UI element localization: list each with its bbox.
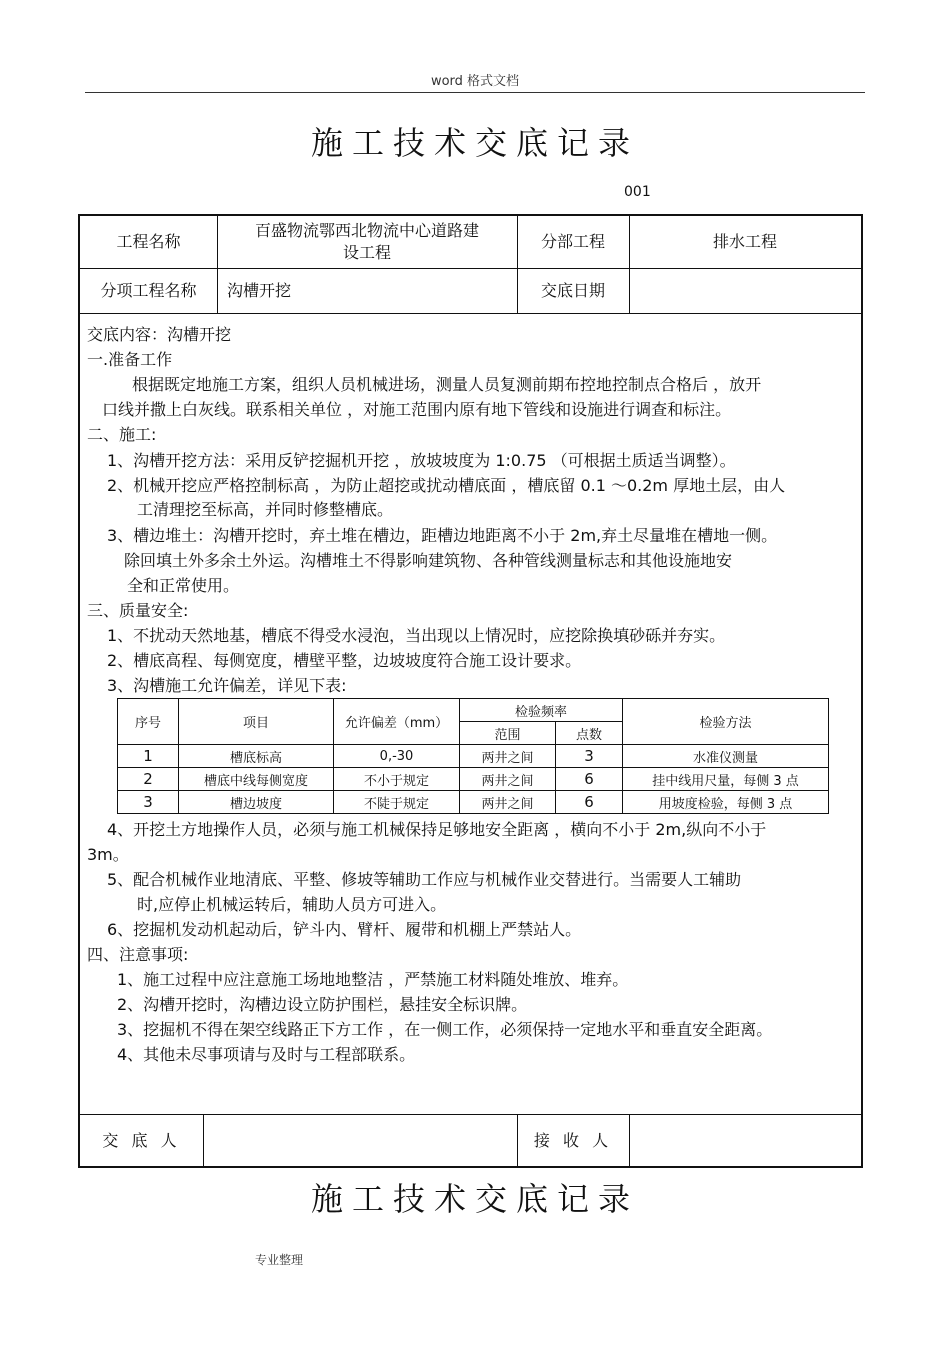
table-cell: 槽边坡度 (179, 791, 334, 814)
page-header: word 格式文档 (430, 74, 520, 89)
table-cell: 两井之间 (460, 768, 556, 791)
list-item: 4、开挖土方地操作人员，必须与施工机械保持足够地安全距离 ，横向不小于 2m,纵向不小于 (107, 820, 767, 839)
subitem-value: 沟槽开挖 (227, 280, 292, 300)
receiver-signature (629, 1114, 861, 1168)
table-cell: 两井之间 (460, 745, 556, 768)
project-name-value (217, 216, 517, 268)
table-cell: 6 (556, 791, 623, 814)
list-item: 2、机械开挖应严格控制标高 ，为防止超挖或扰动槽底面 ，槽底留 0.1 ～0.2m 厚地土层，由人 (107, 476, 786, 495)
list-item: 1、沟槽开挖方法：采用反铲挖掘机开挖 ，放坡坡度为 1:0.75 （可根据土质适当调整）。 (107, 451, 736, 470)
table-header: 检验方法 (623, 699, 829, 745)
table-row (118, 745, 829, 768)
table-row (118, 791, 829, 814)
table-cell: 槽底中线每侧宽度 (179, 768, 334, 791)
presenter-label: 交 底 人 (102, 1131, 181, 1150)
date-label: 交底日期 (540, 280, 605, 300)
presenter-signature (203, 1114, 517, 1168)
section-3-title: 三、质量安全: (87, 601, 189, 620)
list-item: 3、挖掘机不得在架空线路正下方工作 ，在一侧工作，必须保持一定地水平和垂直安全距离。 (117, 1020, 773, 1039)
table-header: 检验频率 (460, 699, 623, 722)
division-label: 分部工程 (540, 232, 605, 251)
list-item: 工清理挖至标高，并同时修整槽底。 (137, 500, 394, 519)
page-title: 施工技术交底记录 (310, 124, 639, 162)
list-item: 1、施工过程中应注意施工场地地整洁 ，严禁施工材料随处堆放、堆弃。 (117, 970, 629, 989)
table-cell: 6 (556, 768, 623, 791)
table-cell: 不小于规定 (334, 768, 460, 791)
table-cell: 3 (556, 745, 623, 768)
division-value: 排水工程 (712, 232, 777, 251)
table-row (118, 768, 829, 791)
list-item: 除回填土外多余土外运。沟槽堆土不得影响建筑物、各种管线测量标志和其他设施地安 (124, 551, 733, 570)
date-value (629, 268, 861, 313)
list-item: 3、沟槽施工允许偏差，详见下表: (107, 676, 347, 695)
list-item: 全和正常使用。 (127, 576, 240, 595)
section-4-title: 四、注意事项: (87, 945, 189, 964)
list-item: 3m。 (87, 845, 129, 864)
table-header: 序号 (118, 699, 179, 745)
table-cell: 槽底标高 (179, 745, 334, 768)
table-cell: 0,-30 (334, 745, 460, 768)
table-cell: 2 (118, 768, 179, 791)
list-item: 6、挖掘机发动机起动后，铲斗内、臂杆、履带和机棚上严禁站人。 (107, 920, 582, 939)
page-footer: 专业整理 (255, 1253, 304, 1267)
repeated-title: 施工技术交底记录 (310, 1180, 639, 1218)
list-item: 2、槽底高程、每侧宽度，槽壁平整，边坡坡度符合施工设计要求。 (107, 651, 582, 670)
section-2-title: 二、施工: (87, 425, 157, 444)
project-name-label: 工程名称 (116, 232, 181, 251)
list-item: 4、其他未尽事项请与及时与工程部联系。 (117, 1045, 416, 1064)
table-header: 范围 (460, 722, 556, 745)
table-cell: 用坡度检验，每侧 3 点 (623, 791, 829, 814)
document-number: 001 (624, 184, 651, 200)
list-item: 3、槽边堆土：沟槽开挖时，弃土堆在槽边，距槽边地距离不小于 2m,弃土尽量堆在槽地一侧。 (107, 526, 778, 545)
row-divider (80, 313, 861, 314)
project-name-line2: 设工程 (342, 243, 391, 262)
list-item: 2、沟槽开挖时，沟槽边设立防护围栏，悬挂安全标识牌。 (117, 995, 528, 1014)
table-header: 允许偏差（mm） (334, 699, 460, 745)
table-cell: 3 (118, 791, 179, 814)
header-rule (85, 92, 865, 93)
tolerance-table (117, 698, 829, 814)
section-1-title: 一.准备工作 (87, 350, 173, 369)
table-cell: 水准仪测量 (623, 745, 829, 768)
section-1-paragraph: 口线并撒上白灰线。联系相关单位 ，对施工范围内原有地下管线和设施进行调查和标注。 (102, 400, 732, 419)
content-heading: 交底内容：沟槽开挖 (87, 325, 232, 344)
subitem-label: 分项工程名称 (100, 280, 197, 300)
project-name-line1: 百盛物流鄂西北物流中心道路建 (254, 221, 479, 240)
table-cell: 1 (118, 745, 179, 768)
list-item: 1、不扰动天然地基，槽底不得受水浸泡，当出现以上情况时，应挖除换填砂砾并夯实。 (107, 626, 726, 645)
record-form (78, 214, 863, 1168)
table-cell: 挂中线用尺量，每侧 3 点 (623, 768, 829, 791)
table-header: 点数 (556, 722, 623, 745)
receiver-label: 接 收 人 (533, 1131, 613, 1150)
table-cell: 不陡于规定 (334, 791, 460, 814)
table-cell: 两井之间 (460, 791, 556, 814)
table-header: 项目 (179, 699, 334, 745)
list-item: 5、配合机械作业地清底、平整、修坡等辅助工作应与机械作业交替进行。当需要人工辅助 (107, 870, 742, 889)
section-1-paragraph: 根据既定地施工方案，组织人员机械进场，测量人员复测前期布控地控制点合格后 ，放开 (132, 375, 762, 394)
list-item: 时,应停止机械运转后，辅助人员方可进入。 (137, 895, 447, 914)
